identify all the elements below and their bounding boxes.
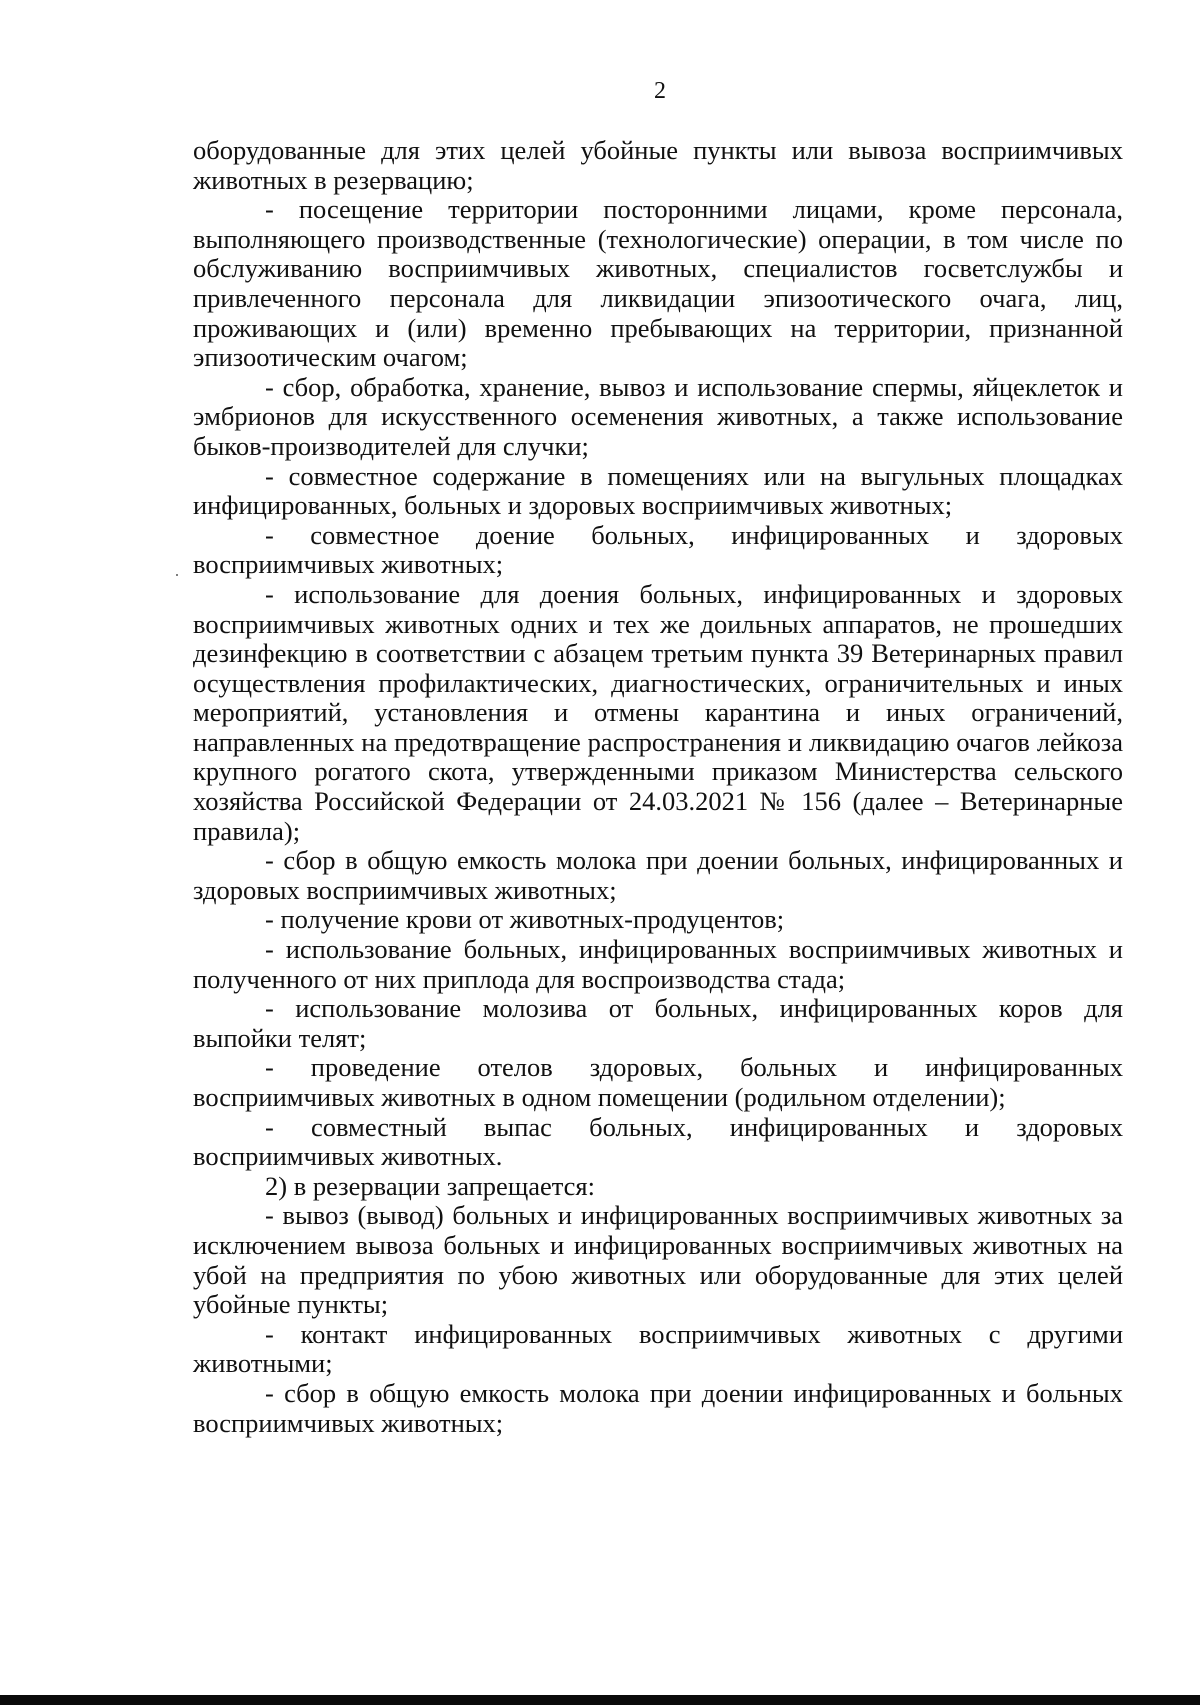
scan-speck bbox=[176, 574, 178, 576]
page-number: 2 bbox=[654, 78, 666, 104]
list-item-blood-collection: - получение крови от животных-продуцентов; bbox=[265, 904, 785, 935]
paragraph-continuation: оборудованные для этих целей убойные пункты или вывоза восприимчивых животных в резервацию; bbox=[193, 135, 1123, 195]
document-body bbox=[193, 136, 1123, 1438]
list-item-reproduction-use: - использование больных, инфицированных восприимчивых животных и полученного от них приплода для воспроизводства стада; bbox=[193, 934, 1123, 994]
scan-bottom-edge bbox=[0, 1695, 1200, 1705]
list-item-milking-equipment: - использование для доения больных, инфицированных и здоровых восприимчивых животных одних и тех же доильных аппаратов, не прошедших дезинфекцию в соответствии с абзацем третьим пункта 39 Ветеринарных правил осуществления профилактических, диагностических, ограничительных и иных мероприятий, установления и отмены карантина и иных ограничений, направленных на предотвращение распространения и ликвидацию очагов лейкоза крупного рогатого скота, утвержденными приказом Министерства сельского хозяйства Российской Федерации от 24.03.2021 № 156 (далее – Ветеринарные правила); bbox=[193, 578, 1123, 846]
list-item-contact: - контакт инфицированных восприимчивых животных с другими животными; bbox=[193, 1318, 1123, 1379]
list-item-colostrum-use: - использование молозива от больных, инфицированных коров для выпойки телят; bbox=[193, 993, 1123, 1053]
list-item-joint-keeping: - совместное содержание в помещениях или на выгульных площадках инфицированных, больных и здоровых восприимчивых животных; bbox=[193, 460, 1123, 521]
list-item-joint-milking: - совместное доение больных, инфицированных и здоровых восприимчивых животных; bbox=[193, 519, 1123, 580]
list-item-territory-visit: - посещение территории посторонними лицами, кроме персонала, выполняющего производственные (технологические) операции, в том числе по обслуживанию восприимчивых животных, специалистов госветслужбы и привлеченного персонала для ликвидации эпизоотического очага, лиц, проживающих и (или) временно пребывающих на территории, признанной эпизоотическим очагом; bbox=[193, 194, 1123, 373]
list-item-milk-collection: - сбор в общую емкость молока при доении больных, инфицированных и здоровых восприимчивых животных; bbox=[193, 845, 1123, 905]
list-item-removal: - вывоз (вывод) больных и инфицированных восприимчивых животных за исключением вывоза больных и инфицированных восприимчивых животных на убой на предприятия по убою животных или оборудованные для этих целей убойные пункты; bbox=[193, 1200, 1123, 1320]
list-item-milk-collection-reservation: - сбор в общую емкость молока при доении инфицированных и больных восприимчивых животных; bbox=[193, 1377, 1123, 1438]
list-item-joint-grazing: - совместный выпас больных, инфицированных и здоровых восприимчивых животных. bbox=[193, 1111, 1123, 1172]
list-item-sperm-collection: - сбор, обработка, хранение, вывоз и использование спермы, яйцеклеток и эмбрионов для искусственного осеменения животных, а также использование быков-производителей для случки; bbox=[193, 371, 1123, 461]
section-heading-reservation: 2) в резервации запрещается: bbox=[265, 1170, 595, 1201]
list-item-calving: - проведение отелов здоровых, больных и инфицированных восприимчивых животных в одном помещении (родильном отделении); bbox=[193, 1052, 1123, 1112]
